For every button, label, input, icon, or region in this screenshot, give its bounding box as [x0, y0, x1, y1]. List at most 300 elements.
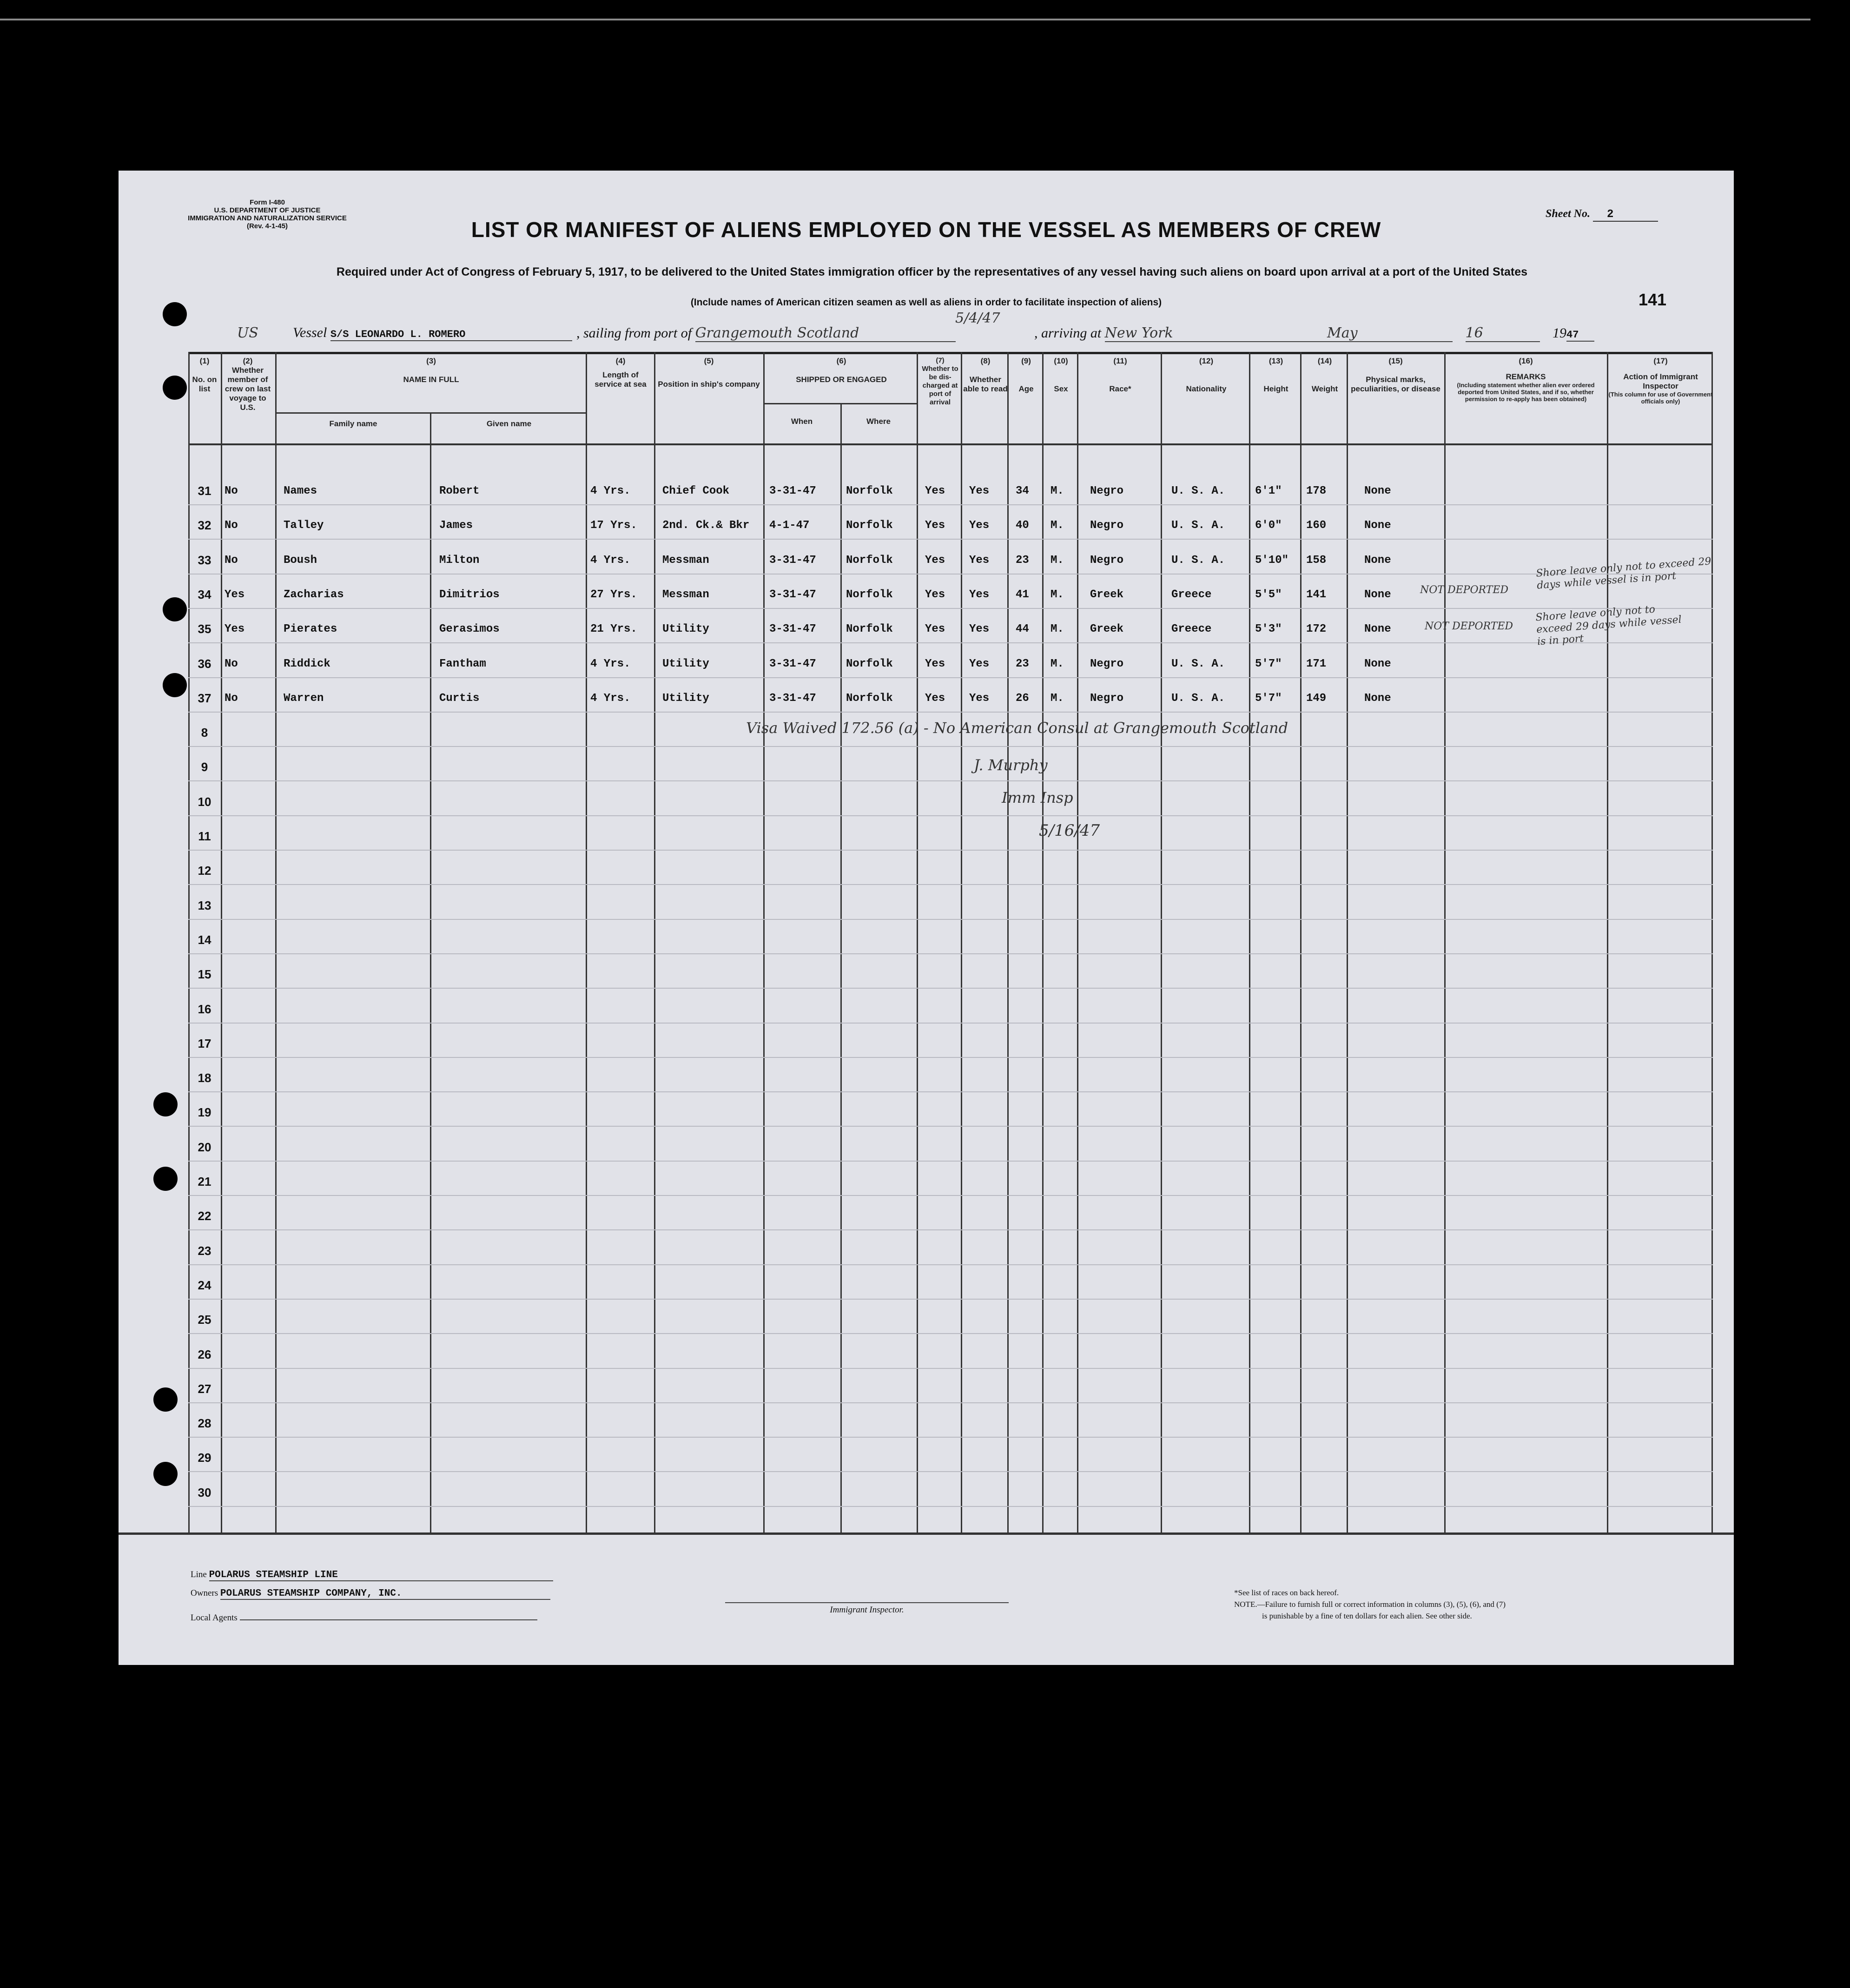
col3-label: NAME IN FULL — [403, 375, 459, 384]
weight: 172 — [1306, 623, 1327, 636]
inspector-signature: J. Murphy — [974, 756, 1048, 774]
position: Chief Cook — [662, 485, 730, 497]
row-number: 36 — [198, 656, 211, 671]
table-bottom-border — [119, 1532, 1734, 1535]
column-divider — [221, 352, 222, 1532]
sex: M. — [1051, 519, 1064, 532]
physical-marks: None — [1364, 692, 1391, 705]
row-number: 11 — [198, 829, 211, 843]
col6-label: SHIPPED OR ENGAGED — [796, 375, 887, 384]
col9-label: Age — [1018, 384, 1034, 393]
col12-label: Nationality — [1186, 384, 1227, 393]
col5-header — [655, 357, 762, 389]
age: 34 — [1016, 485, 1029, 497]
col16-sublabel: (Including statement whether alien ever ordered deported from United States, and if so, whether permission to re-apply has been obtained) — [1457, 382, 1595, 403]
row-number: 9 — [201, 760, 208, 774]
row-divider — [188, 1264, 1713, 1265]
given-name: Robert — [439, 485, 480, 497]
discharge: Yes — [925, 485, 945, 497]
column-divider — [1607, 352, 1608, 1532]
column-divider — [275, 352, 277, 1532]
column-divider — [586, 352, 587, 1532]
row-number: 35 — [198, 622, 211, 636]
agents-value — [240, 1609, 537, 1620]
service-length: 4 Yrs. — [590, 692, 631, 705]
age: 23 — [1016, 657, 1029, 670]
able-to-read: Yes — [969, 554, 990, 567]
col9-number: (9) — [1021, 357, 1031, 365]
remark-row35-status: NOT DEPORTED — [1425, 621, 1513, 632]
family-name: Talley — [284, 519, 324, 532]
row-number: 25 — [198, 1313, 211, 1327]
discharge: Yes — [925, 623, 945, 636]
table-top-border — [188, 352, 1713, 354]
column-divider — [430, 412, 431, 1532]
nationality: U. S. A. — [1171, 657, 1225, 670]
shipped-where: Norfolk — [846, 485, 893, 497]
owners-value: POLARUS STEAMSHIP COMPANY, INC. — [220, 1588, 550, 1600]
row-divider — [188, 1368, 1713, 1369]
sex: M. — [1051, 554, 1064, 567]
service-length: 4 Yrs. — [590, 657, 631, 670]
family-name-header: Family name — [329, 419, 377, 428]
row-number: 24 — [198, 1278, 211, 1292]
sailing-date: 5/4/47 — [955, 310, 1000, 326]
row-number: 10 — [198, 794, 211, 809]
col3-number: (3) — [426, 357, 436, 365]
race: Negro — [1090, 692, 1124, 705]
nationality: Greece — [1171, 588, 1212, 601]
col14-label: Weight — [1311, 384, 1338, 393]
header-subdivider — [763, 403, 917, 404]
able-to-read: Yes — [969, 519, 990, 532]
service-length: 21 Yrs. — [590, 623, 637, 636]
row-number: 30 — [198, 1485, 211, 1499]
race: Greek — [1090, 623, 1124, 636]
shipped-when: 3-31-47 — [769, 623, 816, 636]
col15-number: (15) — [1388, 357, 1403, 365]
shipped-where: Norfolk — [846, 554, 893, 567]
row-number: 27 — [198, 1381, 211, 1396]
col12-header — [1162, 357, 1250, 394]
family-name: Pierates — [284, 623, 337, 636]
sex: M. — [1051, 588, 1064, 601]
column-divider — [1300, 352, 1302, 1532]
punch-hole — [153, 1167, 178, 1191]
given-name: Gerasimos — [439, 623, 500, 636]
race: Greek — [1090, 588, 1124, 601]
row-divider — [188, 1126, 1713, 1127]
col13-header — [1250, 357, 1302, 394]
inspection-date: 5/16/47 — [1039, 821, 1100, 840]
col14-number: (14) — [1317, 357, 1332, 365]
shipped-when: 4-1-47 — [769, 519, 810, 532]
row-number: 28 — [198, 1416, 211, 1431]
footer-owners — [191, 1588, 550, 1600]
col4-label: Length of service at sea — [595, 370, 647, 389]
department: U.S. DEPARTMENT OF JUSTICE — [214, 206, 321, 214]
row-divider — [188, 746, 1713, 747]
remark-row34-status: NOT DEPORTED — [1420, 584, 1509, 596]
punch-hole — [163, 673, 187, 697]
discharge: Yes — [925, 554, 945, 567]
service: IMMIGRATION AND NATURALIZATION SERVICE — [188, 214, 347, 222]
page-number: 141 — [1639, 290, 1667, 309]
row-number: 37 — [198, 691, 211, 705]
agents-label: Local Agents — [191, 1613, 238, 1623]
col9-header — [1009, 357, 1044, 394]
punch-hole — [163, 376, 187, 400]
col8-label: Whether able to read — [963, 375, 1008, 393]
height: 5'5" — [1255, 588, 1282, 601]
physical-marks: None — [1364, 623, 1391, 636]
column-divider — [1444, 352, 1446, 1532]
row-number: 19 — [198, 1105, 211, 1120]
line-value: POLARUS STEAMSHIP LINE — [209, 1570, 553, 1581]
row-number: 21 — [198, 1175, 211, 1189]
flag-value: US — [237, 325, 258, 341]
column-divider — [1249, 352, 1250, 1532]
sailing-label: , sailing from port of — [576, 325, 692, 341]
row-divider — [188, 1057, 1713, 1058]
col12-number: (12) — [1199, 357, 1214, 365]
shipped-when: 3-31-47 — [769, 692, 816, 705]
col2-number: (2) — [243, 357, 253, 365]
row-divider — [188, 642, 1713, 643]
nationality: U. S. A. — [1171, 485, 1225, 497]
col16-header — [1446, 357, 1606, 403]
when-header: When — [791, 417, 813, 426]
scan-edge-line — [0, 19, 1810, 20]
able-to-read: Yes — [969, 623, 990, 636]
given-name: Dimitrios — [439, 588, 500, 601]
given-name: Milton — [439, 554, 480, 567]
form-number: Form I-480 — [250, 198, 285, 206]
col17-header — [1608, 357, 1713, 405]
age: 26 — [1016, 692, 1029, 705]
row-divider — [188, 850, 1713, 851]
vessel-line — [293, 325, 572, 341]
col13-label: Height — [1263, 384, 1288, 393]
able-to-read: Yes — [969, 657, 990, 670]
col16-label: REMARKS — [1506, 372, 1546, 381]
page-title: LIST OR MANIFEST OF ALIENS EMPLOYED ON THE VESSEL AS MEMBERS OF CREW — [471, 218, 1381, 242]
prev-voyage: No — [225, 485, 238, 497]
row-number: 34 — [198, 587, 211, 601]
service-length: 4 Yrs. — [590, 554, 631, 567]
weight: 178 — [1306, 485, 1327, 497]
height: 5'10" — [1255, 554, 1289, 567]
col1-number: (1) — [199, 357, 210, 365]
height: 6'0" — [1255, 519, 1282, 532]
physical-marks: None — [1364, 657, 1391, 670]
row-divider — [188, 504, 1713, 505]
punch-hole — [153, 1092, 178, 1116]
prev-voyage: No — [225, 554, 238, 567]
col4-number: (4) — [615, 357, 626, 365]
col7-number: (7) — [936, 357, 945, 364]
shipped-where: Norfolk — [846, 692, 893, 705]
row-number: 33 — [198, 553, 211, 567]
col8-header — [962, 357, 1009, 394]
col7-label: Whether to be dis-charged at port of arrival — [922, 365, 958, 406]
year-suffix: 47 — [1566, 329, 1594, 342]
family-name: Zacharias — [284, 588, 344, 601]
given-name: Curtis — [439, 692, 480, 705]
prev-voyage: No — [225, 657, 238, 670]
prev-voyage: Yes — [225, 588, 245, 601]
sex: M. — [1051, 485, 1064, 497]
penalty-note-cont: is punishable by a fine of ten dollars for each alien. See other side. — [1262, 1612, 1472, 1620]
col16-number: (16) — [1519, 357, 1533, 365]
shipped-where: Norfolk — [846, 623, 893, 636]
col17-label: Action of Immigrant Inspector — [1623, 372, 1698, 390]
arriving-label: , arriving at — [1034, 325, 1102, 341]
given-name: Fantham — [439, 657, 486, 670]
height: 5'7" — [1255, 657, 1282, 670]
age: 44 — [1016, 623, 1029, 636]
discharge: Yes — [925, 692, 945, 705]
col6-number: (6) — [836, 357, 846, 365]
col5-label: Position in ship's company — [658, 380, 760, 389]
date-line — [1327, 325, 1594, 342]
subtitle-note: (Include names of American citizen seamen as well as aliens in order to facilitate inspection of aliens) — [690, 297, 1162, 308]
column-divider — [1711, 352, 1713, 1532]
weight: 171 — [1306, 657, 1327, 670]
row-divider — [188, 988, 1713, 989]
service-length: 17 Yrs. — [590, 519, 637, 532]
owners-label: Owners — [191, 1588, 218, 1598]
physical-marks: None — [1364, 554, 1391, 567]
discharge: Yes — [925, 519, 945, 532]
col7-header — [918, 357, 962, 407]
weight: 158 — [1306, 554, 1327, 567]
inspector-title: Imm Insp — [1002, 789, 1073, 806]
col10-label: Sex — [1054, 384, 1068, 393]
prev-voyage: No — [225, 692, 238, 705]
row-divider — [188, 780, 1713, 781]
race: Negro — [1090, 657, 1124, 670]
row-number: 16 — [198, 1002, 211, 1016]
column-divider — [1077, 352, 1078, 1532]
given-name: James — [439, 519, 473, 532]
col17-number: (17) — [1653, 357, 1668, 365]
punch-hole — [163, 597, 187, 621]
row-number: 31 — [198, 484, 211, 498]
remark-row35-note: Shore leave only not to exceed 29 days while vessel is in port — [1535, 603, 1682, 648]
vessel-label: Vessel — [293, 325, 327, 340]
row-number: 23 — [198, 1243, 211, 1258]
row-divider — [188, 574, 1713, 575]
row-divider — [188, 712, 1713, 713]
row-number: 14 — [198, 932, 211, 947]
weight: 149 — [1306, 692, 1327, 705]
physical-marks: None — [1364, 588, 1391, 601]
penalty-note: NOTE.—Failure to furnish full or correct information in columns (3), (5), (6), and (7) — [1234, 1600, 1506, 1609]
arrival-day: 16 — [1466, 325, 1540, 342]
sailing-line — [576, 325, 956, 342]
height: 5'3" — [1255, 623, 1282, 636]
col10-number: (10) — [1054, 357, 1068, 365]
row-divider — [188, 1437, 1713, 1438]
col3-header — [277, 357, 586, 384]
row-divider — [188, 1229, 1713, 1230]
row-number: 8 — [201, 726, 208, 740]
row-divider — [188, 677, 1713, 678]
nationality: U. S. A. — [1171, 554, 1225, 567]
row-divider — [188, 1195, 1713, 1196]
table-header-border — [188, 443, 1713, 445]
row-divider — [188, 1471, 1713, 1472]
col14-header — [1302, 357, 1348, 394]
col1-label: No. on list — [192, 375, 217, 393]
punch-hole — [153, 1462, 178, 1486]
col17-sublabel: (This column for use of Government officials only) — [1608, 391, 1713, 405]
nationality: U. S. A. — [1171, 692, 1225, 705]
shipped-when: 3-31-47 — [769, 588, 816, 601]
row-divider — [188, 1023, 1713, 1024]
row-number: 20 — [198, 1140, 211, 1154]
sex: M. — [1051, 657, 1064, 670]
col11-number: (11) — [1113, 357, 1127, 365]
col6-header — [765, 357, 918, 384]
arriving-line — [1034, 325, 1333, 342]
row-number: 15 — [198, 967, 211, 982]
col15-label: Physical marks, peculiarities, or disease — [1351, 375, 1440, 393]
race: Negro — [1090, 519, 1124, 532]
inspector-signature-line: Immigrant Inspector. — [725, 1602, 1009, 1615]
physical-marks: None — [1364, 519, 1391, 532]
discharge: Yes — [925, 588, 945, 601]
col8-number: (8) — [980, 357, 991, 365]
row-divider — [188, 539, 1713, 540]
sex: M. — [1051, 623, 1064, 636]
service-length: 4 Yrs. — [590, 485, 631, 497]
footer-agents — [191, 1609, 537, 1623]
sailing-port: Grangemouth Scotland — [695, 325, 956, 342]
year-prefix: 19 — [1553, 325, 1566, 341]
column-divider — [961, 352, 962, 1532]
position: 2nd. Ck.& Bkr — [662, 519, 750, 532]
family-name: Warren — [284, 692, 324, 705]
row-divider — [188, 1506, 1713, 1507]
punch-hole — [163, 302, 187, 326]
able-to-read: Yes — [969, 588, 990, 601]
shipped-when: 3-31-47 — [769, 657, 816, 670]
row-number: 32 — [198, 518, 211, 533]
arriving-port: New York — [1105, 325, 1333, 342]
service-length: 27 Yrs. — [590, 588, 637, 601]
line-label: Line — [191, 1570, 207, 1579]
position: Utility — [662, 657, 709, 670]
col10-header — [1044, 357, 1078, 394]
column-divider — [763, 352, 765, 1532]
position: Messman — [662, 588, 709, 601]
shipped-where: Norfolk — [846, 657, 893, 670]
column-divider — [1007, 352, 1009, 1532]
row-number: 26 — [198, 1347, 211, 1361]
revision: (Rev. 4-1-45) — [246, 222, 288, 230]
position: Utility — [662, 623, 709, 636]
row-divider — [188, 884, 1713, 885]
age: 23 — [1016, 554, 1029, 567]
col11-header — [1078, 357, 1162, 394]
family-name: Boush — [284, 554, 317, 567]
col1-header — [188, 357, 221, 394]
physical-marks: None — [1364, 485, 1391, 497]
weight: 141 — [1306, 588, 1327, 601]
remark-row34-note: Shore leave only not to exceed 29 days while vessel is in port — [1535, 555, 1712, 592]
row-divider — [188, 815, 1713, 816]
col4-header — [588, 357, 653, 389]
manifest-sheet — [119, 171, 1734, 1665]
row-divider — [188, 919, 1713, 920]
column-divider — [654, 352, 655, 1532]
row-number: 29 — [198, 1451, 211, 1465]
column-divider — [1347, 352, 1348, 1532]
nationality: U. S. A. — [1171, 519, 1225, 532]
prev-voyage: Yes — [225, 623, 245, 636]
col13-number: (13) — [1269, 357, 1283, 365]
age: 41 — [1016, 588, 1029, 601]
column-divider — [917, 352, 918, 1532]
sheet-label: Sheet No. — [1546, 208, 1590, 220]
height: 6'1" — [1255, 485, 1282, 497]
family-name: Names — [284, 485, 317, 497]
column-divider — [1042, 352, 1044, 1532]
shipped-when: 3-31-47 — [769, 554, 816, 567]
col11-label: Race* — [1109, 384, 1131, 393]
row-divider — [188, 608, 1713, 609]
col5-number: (5) — [704, 357, 714, 365]
discharge: Yes — [925, 657, 945, 670]
row-number: 13 — [198, 898, 211, 912]
col15-header — [1348, 357, 1443, 394]
nationality: Greece — [1171, 623, 1212, 636]
row-number: 18 — [198, 1071, 211, 1085]
column-divider — [840, 403, 842, 1532]
weight: 160 — [1306, 519, 1327, 532]
visa-waiver-note: Visa Waived 172.56 (a) - No American Consul at Grangemouth Scotland — [746, 719, 1288, 737]
sex: M. — [1051, 692, 1064, 705]
prev-voyage: No — [225, 519, 238, 532]
col2-header — [222, 357, 274, 412]
row-divider — [188, 1299, 1713, 1300]
vessel-name: S/S LEONARDO L. ROMERO — [330, 329, 572, 341]
subtitle: Required under Act of Congress of February 5, 1917, to be delivered to the United States immigration officer by the representatives of any vessel having such aliens on board upon arrival at a port of the United States — [336, 265, 1528, 278]
header-subdivider — [275, 412, 586, 414]
column-divider — [1161, 352, 1162, 1532]
row-number: 12 — [198, 864, 211, 878]
vessel-flag — [237, 325, 258, 341]
given-name-header: Given name — [486, 419, 532, 428]
row-number: 17 — [198, 1036, 211, 1050]
footer-line — [191, 1570, 553, 1581]
able-to-read: Yes — [969, 485, 990, 497]
row-divider — [188, 1161, 1713, 1162]
shipped-where: Norfolk — [846, 588, 893, 601]
row-number: 22 — [198, 1209, 211, 1223]
position: Utility — [662, 692, 709, 705]
position: Messman — [662, 554, 709, 567]
row-divider — [188, 1402, 1713, 1403]
sheet-number: 2 — [1593, 208, 1658, 222]
races-note: *See list of races on back hereof. — [1234, 1588, 1339, 1597]
row-divider — [188, 953, 1713, 954]
punch-hole — [153, 1387, 178, 1412]
col2-label: Whether member of crew on last voyage to U.S. — [225, 366, 271, 412]
family-name: Riddick — [284, 657, 330, 670]
